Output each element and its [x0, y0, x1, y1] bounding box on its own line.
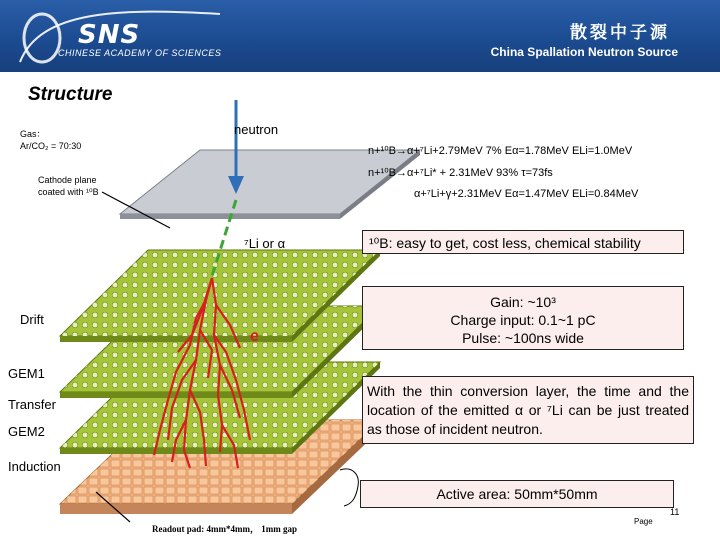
- electron-label: e: [250, 328, 259, 345]
- org-name-en: China Spallation Neutron Source: [490, 45, 678, 59]
- org-name-cn: 散裂中子源: [570, 23, 670, 43]
- logo: SNS: [78, 20, 141, 50]
- neutron-arrow: [228, 100, 244, 194]
- pulse-text: Pulse: ~100ns wide: [462, 330, 584, 346]
- gem-performance-box: [362, 286, 684, 350]
- gas-label: Gas： Ar/CO₂ = 70:30: [20, 129, 82, 151]
- page-number: 11: [670, 507, 680, 517]
- page-label: Page: [634, 517, 653, 526]
- gem2-label: GEM2: [8, 424, 45, 439]
- logo-subtitle: CHINESE ACADEMY OF SCIENCES: [58, 48, 222, 58]
- neutron-label: neutron: [234, 122, 279, 137]
- conversion-layer-box: With the thin conversion layer, the time and the location of the emitted α or ⁷Li can be just treated as those of incident neutron.: [362, 376, 694, 444]
- active-area-box: Active area: 50mm*50mm: [360, 480, 674, 508]
- slide-title: Structure: [28, 84, 113, 105]
- drift-label: Drift: [20, 312, 44, 327]
- b10-properties-box: ¹⁰B: easy to get, cost less, chemical stability: [362, 230, 684, 254]
- reaction-line-1: n+¹⁰B→α+⁷Li+2.79MeV 7% Eα=1.78MeV ELi=1.0MeV: [368, 145, 633, 157]
- reaction-line-2: n+¹⁰B→α+⁷Li* + 2.31MeV 93% τ=73fs: [368, 167, 553, 179]
- induction-label: Induction: [8, 459, 61, 474]
- charge-input-text: Charge input: 0.1~1 pC: [450, 312, 596, 328]
- readout-pad-label: Readout pad: 4mm*4mm， 1mm gap: [152, 524, 297, 534]
- cathode-label: Cathode plane coated with ¹⁰B: [38, 175, 99, 197]
- transfer-label: Transfer: [8, 397, 56, 412]
- gem1-label: GEM1: [8, 366, 45, 381]
- reaction-line-3: α+⁷Li+γ+2.31MeV Eα=1.47MeV ELi=0.84MeV: [414, 188, 639, 200]
- li-alpha-label: ⁷Li or α: [244, 236, 286, 251]
- induction-bracket: [340, 469, 358, 506]
- cathode-plane: [120, 150, 420, 219]
- gain-text: Gain: ~10³: [490, 294, 556, 310]
